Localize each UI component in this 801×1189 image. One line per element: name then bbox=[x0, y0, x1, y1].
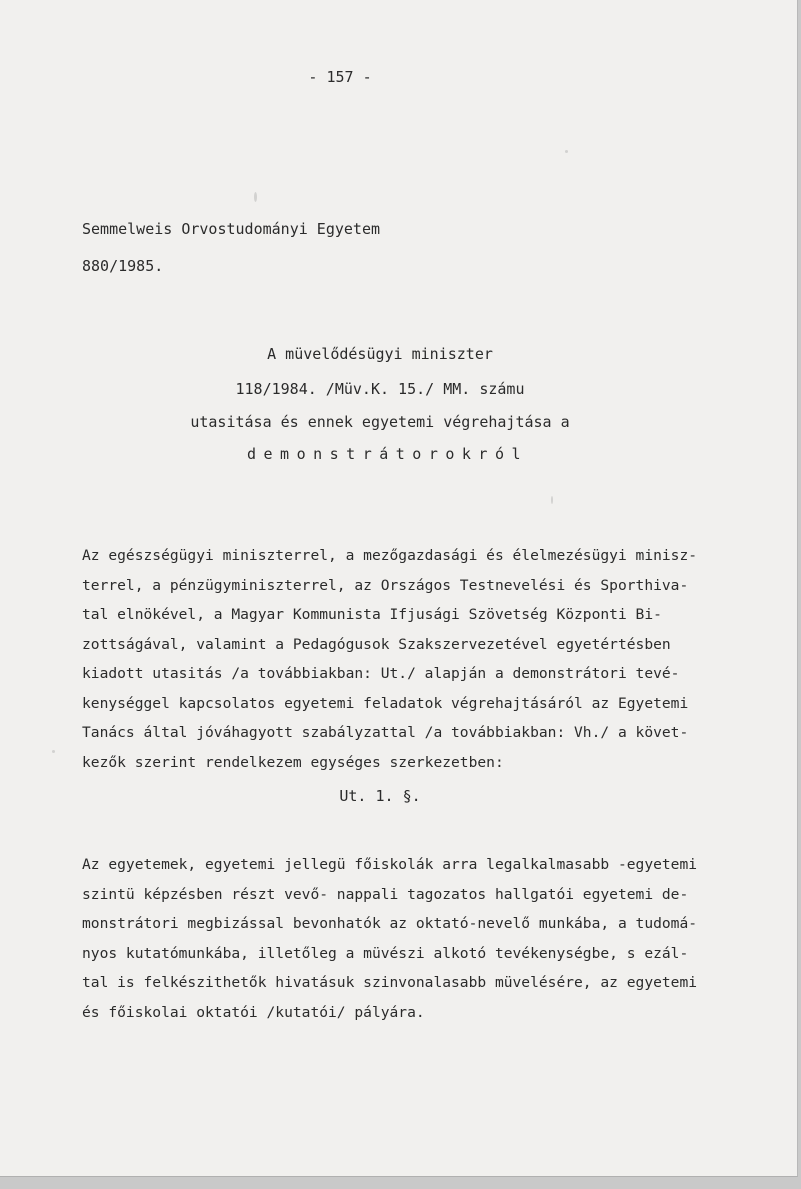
intro-line: tal elnökével, a Magyar Kommunista Ifjusági Szövetség Központi Bi- bbox=[82, 606, 662, 623]
intro-line: terrel, a pénzügyminiszterrel, az Országos Testnevelési és Sporthiva- bbox=[82, 576, 689, 594]
body-line: monstrátori megbizással bevonhatók az oktató-nevelő munkába, a tudomá- bbox=[82, 915, 698, 932]
intro-line: kezők szerint rendelkezem egységes szerkezetben: bbox=[82, 753, 504, 771]
intro-paragraph bbox=[82, 541, 702, 777]
title-line-4: demonstrátorokról bbox=[246, 445, 529, 463]
title-line-3: utasitása és ennek egyetemi végrehajtása a bbox=[190, 413, 570, 431]
section-heading: Ut. 1. §. bbox=[339, 787, 421, 805]
title-line-2: 118/1984. /Müv.K. 15./ MM. számu bbox=[235, 380, 525, 398]
intro-line: zottságával, valamint a Pedagógusok Szakszervezetével egyetértésben bbox=[82, 635, 671, 653]
title-line-1: A müvelődésügyi miniszter bbox=[267, 345, 493, 363]
page-number: - 157 - bbox=[308, 68, 372, 86]
intro-line: kiadott utasitás /a továbbiakban: Ut./ alapján a demonstrátori tevé- bbox=[82, 665, 680, 682]
body-line: és főiskolai oktatói /kutatói/ pályára. bbox=[82, 1003, 425, 1021]
body-line: nyos kutatómunkába, illetőleg a müvészi alkotó tevékenységbe, s ezál- bbox=[82, 944, 689, 962]
scan-speck bbox=[551, 496, 553, 504]
body-line: Az egyetemek, egyetemi jellegü főiskolák arra legalkalmasabb -egyetemi bbox=[82, 856, 698, 873]
body-line: tal is felkészithetők hivatásuk szinvonalasabb müvelésére, az egyetemi bbox=[82, 974, 698, 991]
body-line: szintü képzésben részt vevő- nappali tagozatos hallgatói egyetemi de- bbox=[82, 885, 689, 903]
body-paragraph bbox=[82, 850, 702, 1027]
scan-speck bbox=[52, 750, 55, 753]
institution-name: Semmelweis Orvostudományi Egyetem bbox=[82, 220, 381, 238]
intro-line: Az egészségügyi miniszterrel, a mezőgazdasági és élelmezésügyi minisz- bbox=[82, 547, 698, 564]
intro-line: Tanács által jóváhagyott szabályzattal /a továbbiakban: Vh./ a követ- bbox=[82, 724, 689, 741]
intro-line: kenységgel kapcsolatos egyetemi feladatok végrehajtásáról az Egyetemi bbox=[82, 694, 689, 712]
scan-speck bbox=[254, 192, 257, 202]
scan-speck bbox=[565, 150, 568, 153]
document-number: 880/1985. bbox=[82, 257, 164, 275]
